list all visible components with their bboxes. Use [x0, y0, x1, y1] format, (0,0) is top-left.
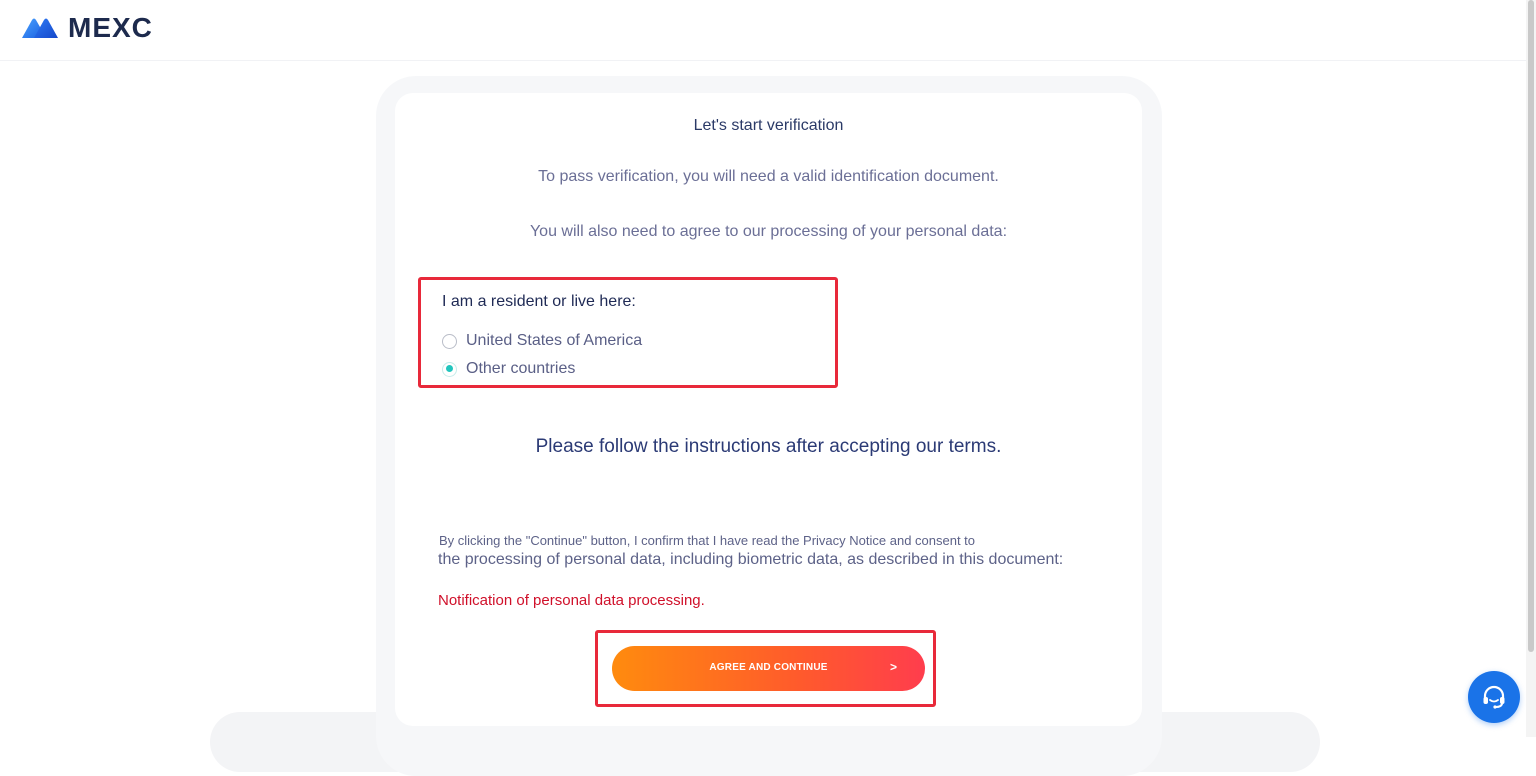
- instructions-text: Please follow the instructions after accepting our terms.: [535, 436, 1002, 457]
- agree-and-continue-button[interactable]: [612, 646, 925, 691]
- radio-option-usa[interactable]: [442, 332, 642, 350]
- radio-option-other-countries[interactable]: [442, 360, 575, 378]
- data-processing-agreement-text: You will also need to agree to our processing of your personal data:: [529, 223, 1008, 240]
- residency-label: I am a resident or live here:: [442, 293, 636, 310]
- headset-support-icon: [1480, 683, 1508, 711]
- radio-button-usa[interactable]: [442, 334, 457, 349]
- mexc-logo[interactable]: [20, 14, 153, 42]
- radio-label-other-countries: Other countries: [466, 360, 576, 377]
- page-scrollbar[interactable]: [1526, 0, 1536, 737]
- verification-title: Let's start verification: [693, 117, 844, 134]
- top-header: [0, 0, 1526, 61]
- radio-label-usa: United States of America: [466, 332, 643, 349]
- consent-text-line-1: By clicking the "Continue" button, I confirm that I have read the Privacy Notice and consent to: [439, 533, 976, 548]
- mexc-logo-icon: [20, 16, 60, 40]
- support-chat-button[interactable]: [1468, 671, 1520, 723]
- agree-and-continue-label: AGREE AND CONTINUE: [709, 662, 828, 673]
- data-processing-notice-link[interactable]: Notification of personal data processing.: [438, 592, 705, 609]
- chevron-right-icon: >: [889, 660, 897, 674]
- document-requirement-text: To pass verification, you will need a valid identification document.: [538, 168, 999, 185]
- scrollbar-thumb[interactable]: [1528, 0, 1534, 652]
- consent-text-line-2: the processing of personal data, including biometric data, as described in this document:: [438, 551, 1064, 568]
- radio-button-other-countries[interactable]: [442, 362, 457, 377]
- logo-text: MEXC: [68, 12, 153, 43]
